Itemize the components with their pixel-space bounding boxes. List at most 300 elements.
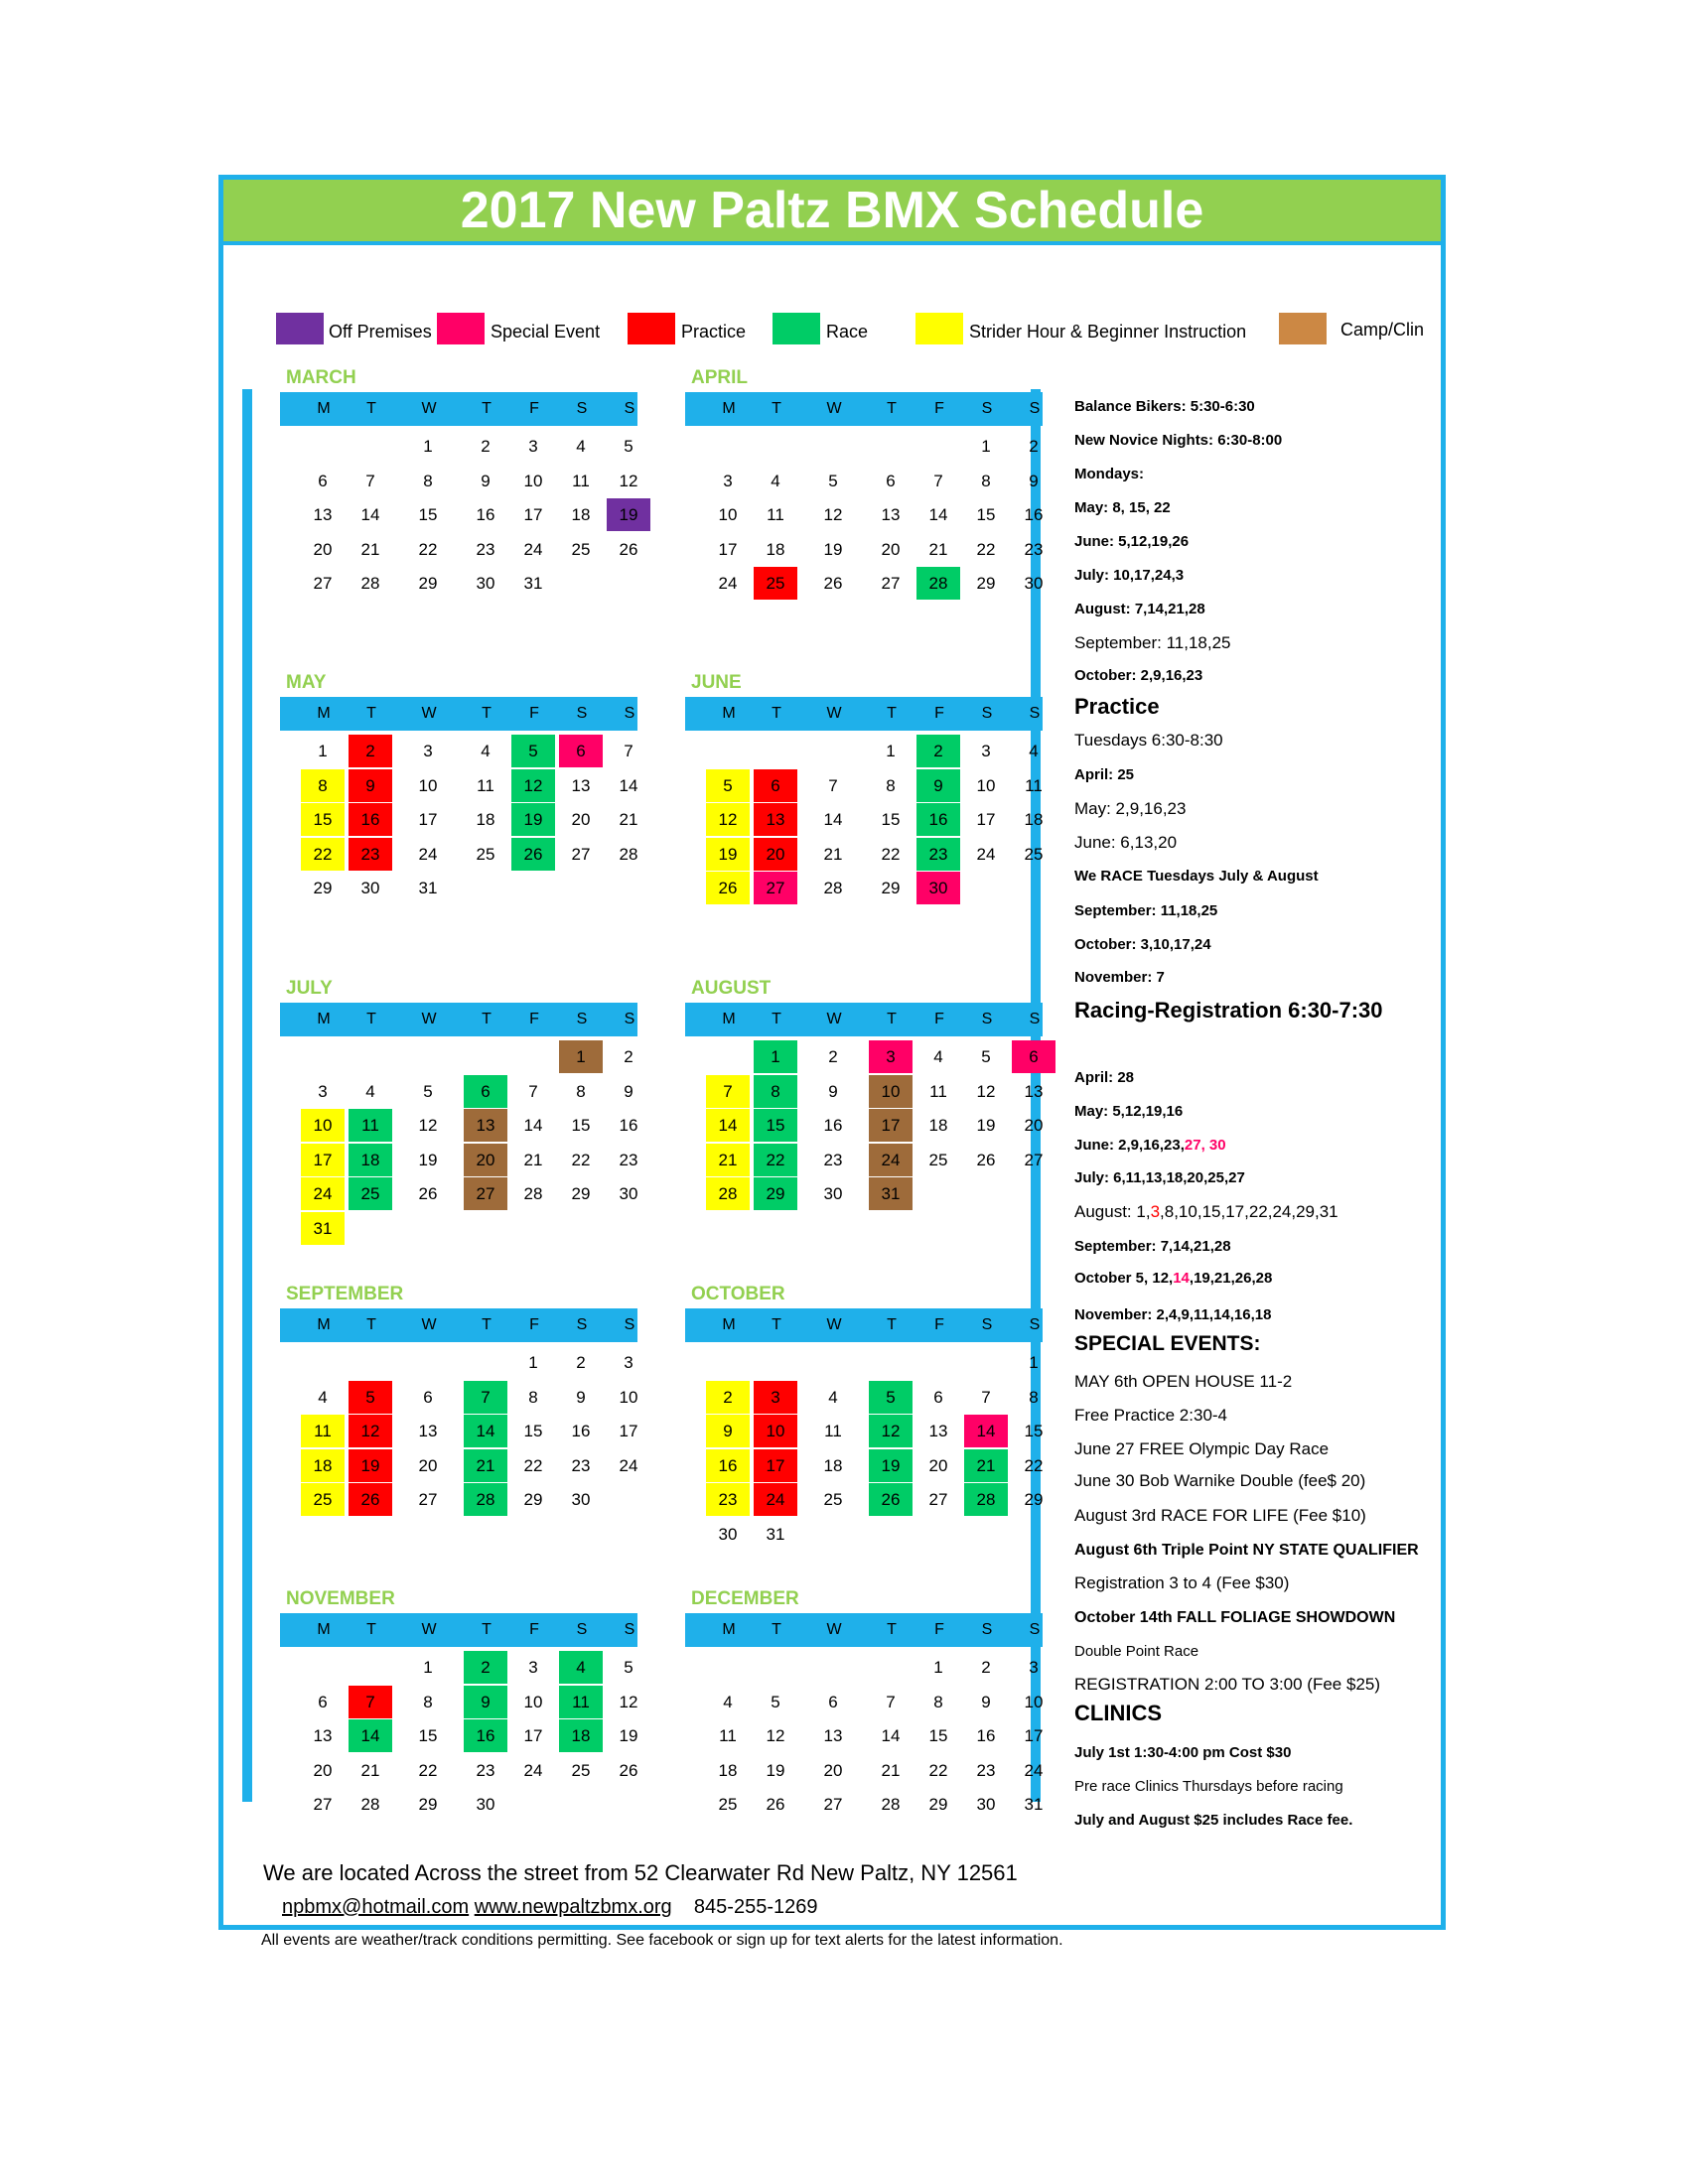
day-number: 23 [823, 1150, 843, 1169]
weekday-label: F [934, 400, 944, 417]
day-cell [559, 1686, 603, 1718]
racing-october-special: 14 [1173, 1270, 1190, 1287]
day-number: 27 [881, 574, 901, 593]
day-cell [559, 533, 603, 566]
day-number: 27 [418, 1490, 438, 1509]
day-number: 20 [313, 1760, 333, 1780]
day-cell [559, 838, 603, 871]
day-cell [754, 1381, 797, 1414]
day-number: 26 [619, 539, 638, 559]
legend-swatch-special-event [437, 313, 485, 344]
day-number: 21 [928, 539, 948, 559]
day-number: 1 [423, 437, 433, 456]
day-number: 19 [881, 1455, 901, 1475]
day-cell [706, 1144, 750, 1176]
racing-august [1074, 1202, 1338, 1222]
day-number: 13 [928, 1422, 948, 1440]
practice-april: April: 25 [1074, 766, 1135, 783]
weekday-label: F [934, 1011, 944, 1027]
day-number: 5 [981, 1047, 991, 1066]
day-cell [754, 1788, 797, 1821]
day-cell [869, 465, 913, 497]
day-number: 6 [576, 742, 586, 760]
day-cell [559, 1144, 603, 1176]
weekday-header [280, 1003, 637, 1036]
day-cell [811, 1483, 855, 1516]
day-number: 21 [360, 1760, 380, 1780]
day-cell [406, 872, 450, 904]
day-cell [559, 1346, 603, 1379]
day-number: 28 [523, 1184, 543, 1203]
day-cell [1012, 533, 1055, 566]
day-cell [964, 1075, 1008, 1108]
day-number: 23 [360, 844, 380, 864]
day-number: 9 [481, 1692, 491, 1711]
day-cell [964, 1686, 1008, 1718]
day-number: 31 [523, 574, 543, 593]
day-cell [754, 803, 797, 836]
day-cell [464, 1109, 507, 1142]
day-cell [301, 1177, 345, 1210]
day-number: 7 [481, 1387, 491, 1407]
day-cell [464, 533, 507, 566]
day-cell [406, 498, 450, 531]
weekday-label: T [887, 1011, 897, 1027]
day-number: 28 [476, 1490, 495, 1509]
day-number: 27 [928, 1490, 948, 1509]
day-cell [349, 1381, 392, 1414]
day-number: 16 [976, 1726, 996, 1745]
day-number: 28 [928, 574, 948, 593]
day-number: 11 [824, 1422, 842, 1440]
day-cell [754, 1109, 797, 1142]
day-cell [511, 567, 555, 600]
day-number: 14 [881, 1726, 901, 1745]
mondays-may: May: 8, 15, 22 [1074, 499, 1171, 516]
weekday-header [685, 1003, 1043, 1036]
racing-heading: Racing-Registration 6:30-7:30 [1074, 998, 1383, 1023]
day-number: 25 [1024, 844, 1044, 864]
weekday-label: M [317, 705, 331, 722]
day-number: 8 [423, 1692, 433, 1711]
weekday-header [280, 1308, 637, 1342]
month-name: MAY [286, 672, 327, 693]
day-cell [511, 1381, 555, 1414]
day-cell [301, 567, 345, 600]
day-cell [559, 465, 603, 497]
day-number: 9 [576, 1387, 586, 1407]
day-cell [511, 1651, 555, 1684]
weekday-header [685, 392, 1043, 426]
day-cell [511, 1177, 555, 1210]
day-cell [301, 1109, 345, 1142]
day-cell [406, 1109, 450, 1142]
racing-june [1074, 1136, 1226, 1156]
day-number: 8 [886, 775, 896, 795]
month-name: JULY [286, 978, 333, 999]
legend-label-practice: Practice [681, 322, 747, 341]
day-cell [406, 803, 450, 836]
day-cell [869, 1415, 913, 1447]
day-cell [869, 1075, 913, 1108]
day-number: 10 [523, 471, 543, 490]
day-cell [916, 498, 960, 531]
month-november [280, 1589, 637, 1847]
day-cell [607, 465, 650, 497]
clinics-heading: CLINICS [1074, 1701, 1162, 1725]
legend-label-special-event: Special Event [491, 322, 601, 341]
day-cell [559, 1754, 603, 1787]
day-number: 25 [718, 1795, 738, 1814]
clinic-2: Pre race Clinics Thursdays before racing [1074, 1778, 1343, 1795]
day-number: 3 [318, 1081, 328, 1101]
day-number: 17 [766, 1455, 785, 1475]
balance-bikers: Balance Bikers: 5:30-6:30 [1074, 398, 1255, 415]
day-number: 6 [1029, 1047, 1039, 1066]
weekday-label: F [934, 705, 944, 722]
day-cell [511, 1483, 555, 1516]
day-number: 18 [360, 1150, 380, 1169]
day-number: 2 [624, 1047, 633, 1066]
day-number: 18 [571, 1726, 591, 1745]
day-cell [511, 803, 555, 836]
day-number: 24 [418, 844, 438, 864]
day-cell [1012, 498, 1055, 531]
day-number: 21 [976, 1455, 996, 1475]
day-cell [916, 1449, 960, 1482]
day-number: 30 [928, 879, 948, 897]
practice-heading: Practice [1074, 694, 1160, 719]
month-march [280, 368, 637, 626]
day-number: 11 [361, 1116, 379, 1135]
day-cell [811, 1040, 855, 1073]
weekday-label: M [317, 400, 331, 417]
day-cell [511, 1109, 555, 1142]
day-number: 29 [313, 879, 333, 897]
day-cell [559, 1040, 603, 1073]
day-number: 24 [976, 844, 996, 864]
weekday-label: T [772, 1011, 781, 1027]
day-cell [869, 1177, 913, 1210]
day-number: 25 [823, 1490, 843, 1509]
day-cell [349, 465, 392, 497]
day-number: 26 [718, 879, 738, 897]
day-number: 23 [571, 1455, 591, 1475]
website-link[interactable]: www.newpaltzbmx.org [474, 1896, 672, 1918]
day-number: 16 [928, 810, 948, 829]
day-cell [1012, 1109, 1055, 1142]
day-cell [916, 1719, 960, 1752]
day-number: 3 [1029, 1658, 1039, 1677]
day-cell [349, 533, 392, 566]
racing-november: November: 2,4,9,11,14,16,18 [1074, 1306, 1272, 1323]
legend-swatch-off-premises [276, 313, 324, 344]
day-cell [754, 769, 797, 802]
weekday-header [685, 1613, 1043, 1647]
day-cell [869, 567, 913, 600]
day-cell [349, 1788, 392, 1821]
weekday-label: T [887, 400, 897, 417]
day-cell [1012, 567, 1055, 600]
day-cell [559, 1415, 603, 1447]
day-cell [706, 1518, 750, 1551]
day-number: 18 [476, 810, 495, 829]
weekday-label: F [934, 1316, 944, 1333]
day-cell [559, 1177, 603, 1210]
email-link[interactable]: npbmx@hotmail.com [282, 1896, 470, 1918]
day-cell [754, 1415, 797, 1447]
day-cell [607, 838, 650, 871]
day-cell [754, 1144, 797, 1176]
day-cell [406, 1381, 450, 1414]
day-number: 2 [481, 437, 491, 456]
day-cell [916, 1686, 960, 1718]
day-number: 1 [528, 1353, 538, 1372]
day-cell [869, 1040, 913, 1073]
day-number: 6 [771, 775, 780, 795]
mondays-september: September: 11,18,25 [1074, 633, 1231, 652]
title-bar [223, 180, 1441, 245]
weekday-label: T [772, 1316, 781, 1333]
day-cell [1012, 1754, 1055, 1787]
day-cell [349, 1144, 392, 1176]
weekday-label: S [1029, 1316, 1041, 1333]
practice-tuesdays: Tuesdays 6:30-8:30 [1074, 731, 1223, 750]
day-number: 11 [572, 471, 590, 490]
month-name: NOVEMBER [286, 1588, 395, 1609]
day-number: 12 [619, 1692, 638, 1711]
day-number: 20 [823, 1760, 843, 1780]
day-cell [511, 1449, 555, 1482]
day-cell [964, 1144, 1008, 1176]
day-cell [464, 1788, 507, 1821]
day-cell [1012, 1144, 1055, 1176]
day-cell [964, 1040, 1008, 1073]
day-number: 21 [523, 1150, 543, 1169]
day-number: 16 [1024, 505, 1044, 524]
day-number: 2 [828, 1047, 838, 1066]
weekday-label: M [722, 400, 736, 417]
day-number: 9 [624, 1081, 633, 1101]
mondays-label: Mondays: [1074, 466, 1145, 482]
day-cell [607, 533, 650, 566]
day-number: 10 [619, 1387, 638, 1407]
month-december [685, 1589, 1043, 1847]
day-cell [406, 1686, 450, 1718]
month-august [685, 979, 1043, 1237]
day-cell [607, 1415, 650, 1447]
day-cell [754, 872, 797, 904]
day-number: 11 [767, 505, 784, 524]
day-number: 30 [976, 1795, 996, 1814]
day-cell [349, 1415, 392, 1447]
weekday-label: T [887, 1316, 897, 1333]
day-number: 25 [476, 844, 495, 864]
day-cell [916, 769, 960, 802]
day-cell [511, 1075, 555, 1108]
day-cell [706, 1415, 750, 1447]
day-cell [301, 1381, 345, 1414]
day-number: 10 [718, 505, 738, 524]
day-cell [406, 567, 450, 600]
day-cell [964, 533, 1008, 566]
day-cell [406, 1483, 450, 1516]
day-cell [811, 872, 855, 904]
weekday-label: T [887, 705, 897, 722]
day-number: 1 [1029, 1353, 1039, 1372]
day-number: 7 [365, 471, 375, 490]
day-cell [706, 567, 750, 600]
day-cell [754, 1754, 797, 1787]
month-april [685, 368, 1043, 626]
day-number: 26 [823, 574, 843, 593]
day-cell [964, 735, 1008, 767]
day-number: 28 [718, 1184, 738, 1203]
day-number: 29 [523, 1490, 543, 1509]
day-cell [754, 1719, 797, 1752]
day-cell [754, 533, 797, 566]
day-number: 2 [981, 1658, 991, 1677]
day-cell [607, 498, 650, 531]
day-number: 5 [828, 471, 838, 490]
racing-july: July: 6,11,13,18,20,25,27 [1074, 1169, 1245, 1186]
day-number: 21 [881, 1760, 901, 1780]
special-event-5: August 3rd RACE FOR LIFE (Fee $10) [1074, 1506, 1366, 1525]
day-cell [754, 838, 797, 871]
day-number: 15 [313, 810, 333, 829]
day-cell [464, 430, 507, 463]
weekday-label: T [482, 1011, 492, 1027]
day-cell [301, 465, 345, 497]
day-cell [464, 1754, 507, 1787]
day-number: 27 [476, 1184, 495, 1203]
day-cell [301, 498, 345, 531]
weekday-label: S [1029, 1621, 1041, 1638]
day-number: 16 [619, 1116, 638, 1135]
weekday-label: T [887, 1621, 897, 1638]
day-cell [869, 533, 913, 566]
racing-august-dates-b: ,8,10,15,17,22,24,29,31 [1160, 1202, 1338, 1221]
day-number: 23 [476, 539, 495, 559]
day-number: 26 [881, 1490, 901, 1509]
day-number: 29 [571, 1184, 591, 1203]
day-cell [406, 1075, 450, 1108]
weekday-header [685, 1308, 1043, 1342]
day-number: 4 [318, 1387, 328, 1407]
day-number: 15 [418, 505, 438, 524]
day-number: 29 [418, 574, 438, 593]
day-number: 25 [766, 574, 785, 593]
day-number: 30 [823, 1184, 843, 1203]
day-number: 12 [823, 505, 843, 524]
day-cell [811, 1144, 855, 1176]
special-event-4: June 30 Bob Warnike Double (fee$ 20) [1074, 1471, 1366, 1490]
weekday-label: W [421, 1316, 437, 1333]
weekday-label: T [482, 1621, 492, 1638]
day-cell [964, 1788, 1008, 1821]
month-name: JUNE [691, 672, 742, 693]
day-number: 8 [933, 1692, 943, 1711]
day-number: 8 [576, 1081, 586, 1101]
day-cell [511, 735, 555, 767]
day-number: 8 [771, 1081, 780, 1101]
day-number: 4 [576, 1658, 586, 1677]
day-number: 15 [766, 1116, 785, 1135]
day-number: 27 [571, 844, 591, 864]
contact-line [282, 1896, 817, 1919]
day-number: 23 [718, 1490, 738, 1509]
month-october [685, 1285, 1043, 1543]
day-number: 1 [576, 1047, 586, 1066]
day-cell [1012, 1040, 1055, 1073]
day-number: 20 [313, 539, 333, 559]
day-number: 7 [624, 742, 633, 760]
day-cell [964, 803, 1008, 836]
day-number: 27 [1024, 1150, 1044, 1169]
day-cell [869, 803, 913, 836]
location-text: We are located Across the street from 52 Clearwater Rd New Paltz, NY 12561 [263, 1860, 1018, 1885]
day-number: 5 [886, 1387, 896, 1407]
day-cell [406, 1449, 450, 1482]
day-cell [811, 838, 855, 871]
day-cell [511, 1686, 555, 1718]
legend-swatch-practice [628, 313, 675, 344]
day-cell [1012, 1651, 1055, 1684]
day-number: 25 [571, 1760, 591, 1780]
day-number: 14 [718, 1116, 738, 1135]
day-number: 10 [766, 1422, 785, 1440]
weekday-header [280, 392, 637, 426]
day-number: 13 [1024, 1081, 1044, 1101]
left-divider [242, 389, 252, 1802]
month-name: OCTOBER [691, 1284, 785, 1304]
month-name: MARCH [286, 367, 356, 388]
day-cell [301, 1415, 345, 1447]
legend-swatch-race [773, 313, 820, 344]
day-cell [301, 1686, 345, 1718]
day-number: 19 [418, 1150, 438, 1169]
weekday-label: S [624, 1011, 635, 1027]
day-number: 22 [418, 539, 438, 559]
day-cell [869, 1686, 913, 1718]
day-number: 23 [619, 1150, 638, 1169]
practice-september: September: 11,18,25 [1074, 902, 1218, 919]
day-number: 11 [314, 1422, 332, 1440]
day-cell [964, 838, 1008, 871]
day-number: 13 [571, 775, 591, 795]
day-number: 21 [360, 539, 380, 559]
day-number: 7 [723, 1081, 733, 1101]
day-number: 24 [1024, 1760, 1044, 1780]
day-cell [916, 838, 960, 871]
day-number: 30 [476, 1795, 495, 1814]
day-cell [406, 1754, 450, 1787]
day-number: 26 [619, 1760, 638, 1780]
day-cell [559, 1483, 603, 1516]
day-number: 21 [718, 1150, 738, 1169]
day-cell [559, 735, 603, 767]
day-number: 16 [476, 1726, 495, 1745]
day-number: 2 [576, 1353, 586, 1372]
day-number: 14 [360, 1726, 380, 1745]
special-event-2: Free Practice 2:30-4 [1074, 1406, 1228, 1425]
day-cell [349, 1686, 392, 1718]
day-number: 3 [624, 1353, 633, 1372]
day-number: 17 [619, 1422, 638, 1440]
weekday-label: W [826, 1316, 842, 1333]
day-number: 16 [476, 505, 495, 524]
day-cell [349, 1177, 392, 1210]
